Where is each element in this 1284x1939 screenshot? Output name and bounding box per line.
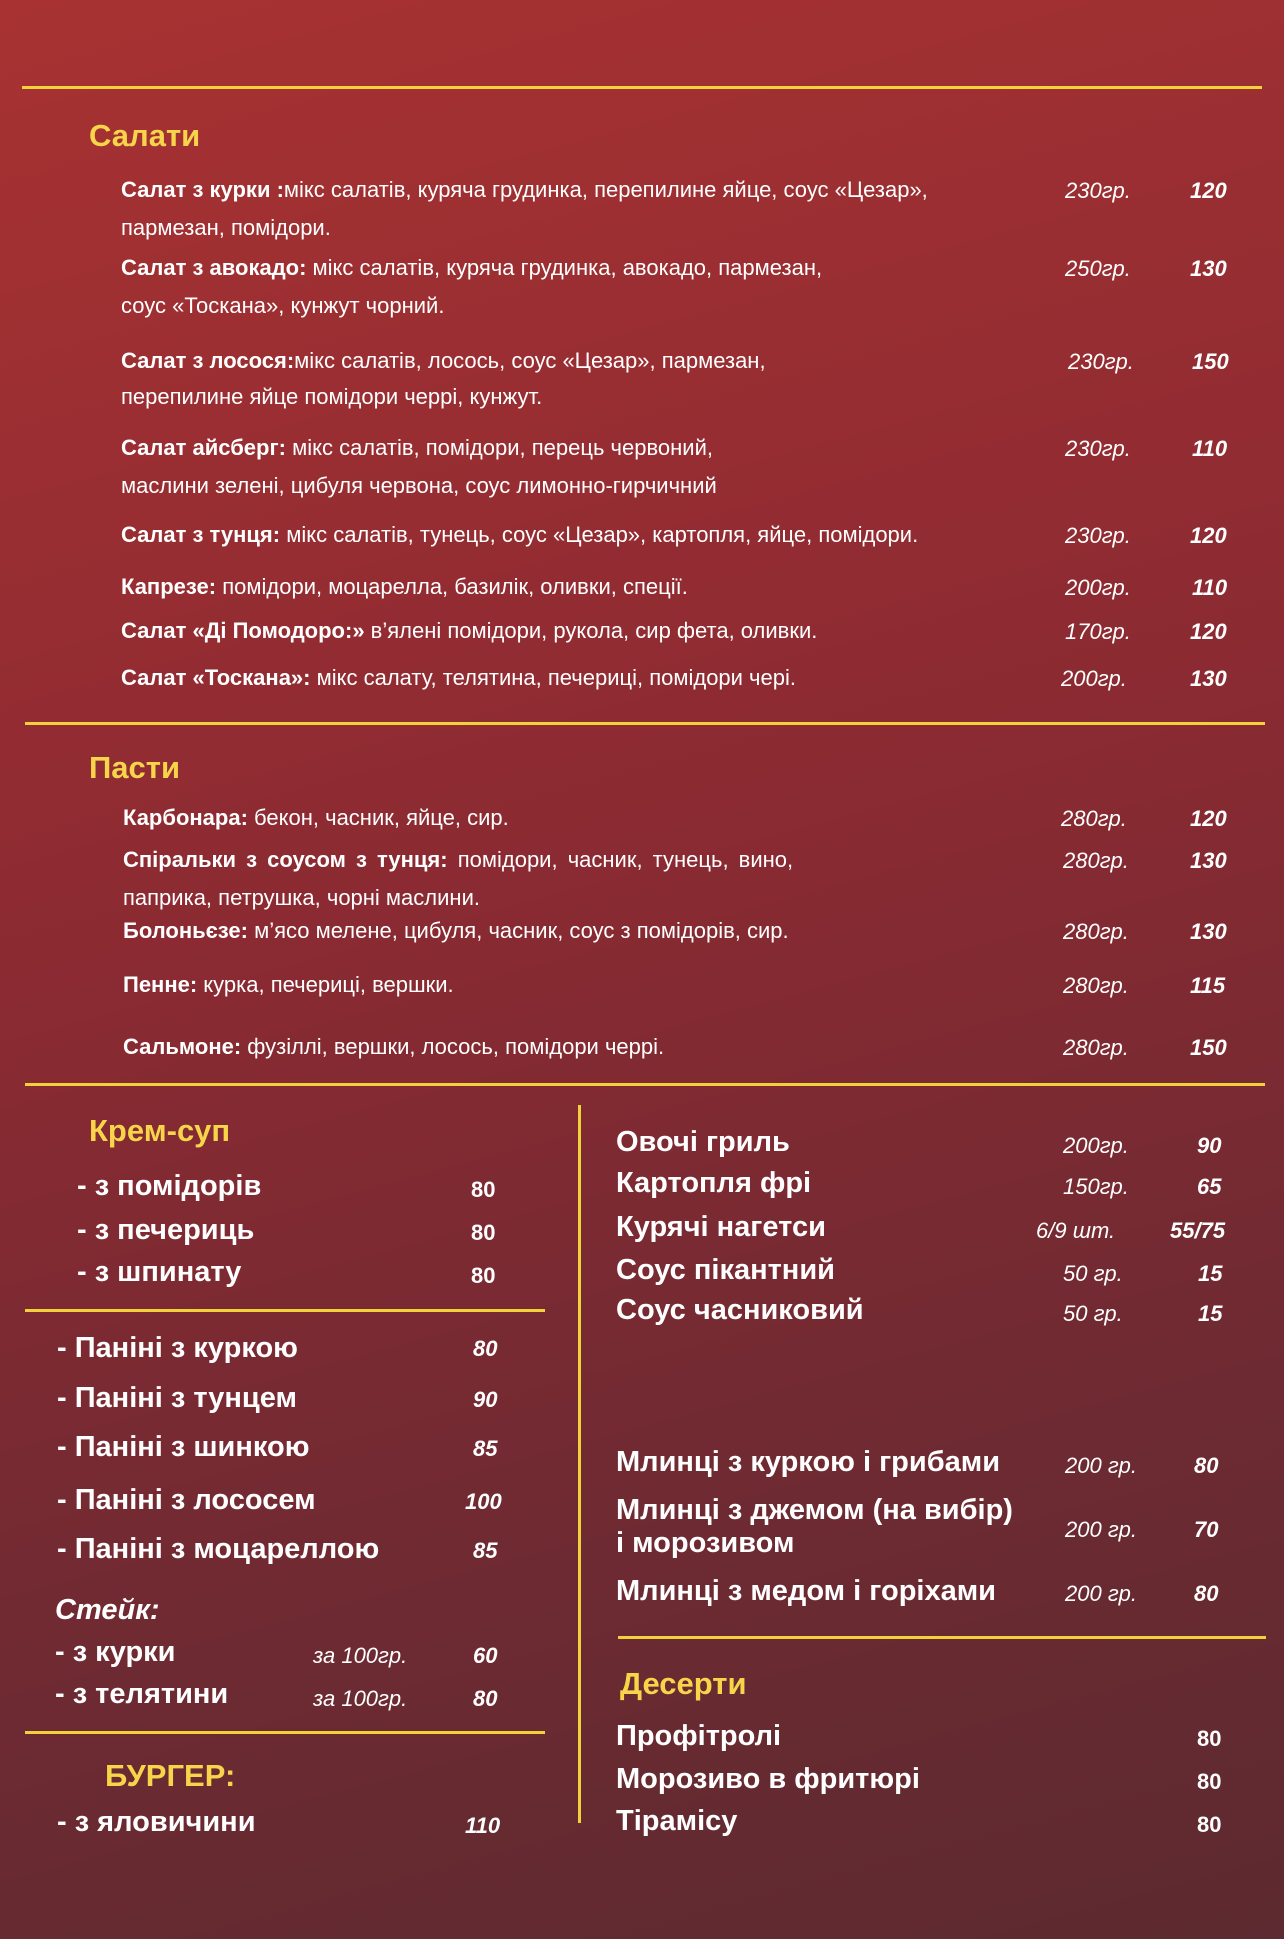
dessert-item-name: Морозиво в фритюрі bbox=[616, 1763, 920, 1795]
item-weight: 200гр. bbox=[1061, 666, 1127, 691]
item-desc-cont: маслини зелені, цибуля червона, соус лимонно-гирчичний bbox=[121, 473, 717, 498]
item-price: 120 bbox=[1190, 178, 1227, 203]
item-price: 130 bbox=[1190, 919, 1227, 944]
side-item-price: 65 bbox=[1197, 1174, 1222, 1199]
item-desc-cont: соус «Тоскана», кунжут чорний. bbox=[121, 293, 445, 318]
soup-item-name: - з помідорів bbox=[77, 1170, 262, 1202]
item-price: 130 bbox=[1190, 256, 1227, 281]
item-name: Капрезе: bbox=[121, 574, 217, 599]
panini-item-price: 90 bbox=[473, 1387, 498, 1412]
item-name: Болоньєзе: bbox=[123, 918, 248, 943]
side-item-name: Овочі гриль bbox=[616, 1126, 790, 1158]
item-name: Салат з тунця: bbox=[121, 522, 281, 547]
side-item-weight: 50 гр. bbox=[1063, 1301, 1123, 1326]
pancake-item-price: 80 bbox=[1194, 1581, 1219, 1606]
steak-item-price: 60 bbox=[473, 1643, 498, 1668]
item-weight: 280гр. bbox=[1061, 806, 1127, 831]
pancake-item-weight: 200 гр. bbox=[1065, 1517, 1138, 1542]
item-name: Салат айсберг: bbox=[121, 435, 286, 460]
divider-soup-panini bbox=[25, 1309, 545, 1312]
item-name: Салат «Тоскана»: bbox=[121, 665, 311, 690]
dessert-item-name: Профітролі bbox=[616, 1720, 782, 1752]
dessert-item-price: 80 bbox=[1197, 1812, 1222, 1837]
dessert-item-price: 80 bbox=[1197, 1726, 1222, 1751]
side-item-price: 15 bbox=[1198, 1301, 1223, 1326]
item-name: Сальмоне: bbox=[123, 1034, 242, 1059]
item-weight: 230гр. bbox=[1065, 436, 1131, 461]
pancake-item-name: Млинці з джемом (на вибір) bbox=[616, 1494, 1013, 1526]
item-desc-cont: перепилине яйце помідори черрі, кунжут. bbox=[121, 384, 543, 409]
panini-item-price: 85 bbox=[473, 1538, 498, 1563]
burger-title: БУРГЕР: bbox=[105, 1758, 236, 1793]
item-desc: мікс салатів, лосось, соус «Цезар», пармезан, bbox=[294, 348, 766, 373]
soup-item-price: 80 bbox=[471, 1220, 496, 1245]
divider-pastas-bottom bbox=[25, 1083, 1265, 1086]
item-desc: фузіллі, вершки, лосось, помідори черрі. bbox=[241, 1034, 665, 1059]
divider-steak-burger bbox=[25, 1731, 545, 1734]
item-desc: м’ясо мелене, цибуля, часник, соус з помідорів, сир. bbox=[248, 918, 789, 943]
cream-soup-title: Крем-суп bbox=[89, 1113, 231, 1148]
side-item-weight: 6/9 шт. bbox=[1036, 1218, 1116, 1243]
item-weight: 200гр. bbox=[1065, 575, 1131, 600]
item-price: 110 bbox=[1192, 436, 1228, 461]
item-price: 150 bbox=[1192, 349, 1229, 374]
desserts-title: Десерти bbox=[620, 1666, 747, 1701]
item-weight: 280гр. bbox=[1063, 848, 1129, 873]
pancake-item-name: Млинці з куркою і грибами bbox=[616, 1446, 1001, 1478]
panini-item-name: - Паніні з шинкою bbox=[57, 1431, 310, 1463]
steak-title: Стейк: bbox=[55, 1594, 160, 1626]
item-desc: в’ялені помідори, рукола, сир фета, оливки. bbox=[364, 618, 818, 643]
panini-item-price: 100 bbox=[465, 1489, 502, 1514]
item-desc: мікс салату, телятина, печериці, помідори чері. bbox=[310, 665, 796, 690]
side-item-weight: 150гр. bbox=[1063, 1174, 1129, 1199]
item-price: 120 bbox=[1190, 806, 1227, 831]
panini-item-name: - Паніні з моцареллою bbox=[57, 1533, 380, 1565]
steak-item-weight: за 100гр. bbox=[313, 1643, 408, 1668]
divider-vertical bbox=[578, 1105, 581, 1823]
soup-item-price: 80 bbox=[471, 1263, 496, 1288]
dessert-item-price: 80 bbox=[1197, 1769, 1222, 1794]
item-desc: мікс салатів, помідори, перець червоний, bbox=[285, 435, 713, 460]
item-weight: 280гр. bbox=[1063, 919, 1129, 944]
soup-item-name: - з шпинату bbox=[77, 1256, 242, 1288]
side-item-weight: 50 гр. bbox=[1063, 1261, 1123, 1286]
burger-item-price: 110 bbox=[465, 1813, 501, 1838]
item-weight: 250гр. bbox=[1065, 256, 1131, 281]
side-item-name: Картопля фрі bbox=[616, 1167, 812, 1199]
item-desc: помідори, моцарелла, базилік, оливки, спеції. bbox=[216, 574, 688, 599]
burger-item-name: - з яловичини bbox=[57, 1806, 256, 1838]
item-price: 115 bbox=[1190, 973, 1226, 998]
item-price: 150 bbox=[1190, 1035, 1227, 1060]
side-item-price: 90 bbox=[1197, 1133, 1222, 1158]
dessert-item-name: Тірамісу bbox=[616, 1805, 738, 1837]
item-desc-cont: пармезан, помідори. bbox=[121, 215, 331, 240]
pancake-item-name: Млинці з медом і горіхами bbox=[616, 1575, 997, 1607]
soup-item-name: - з печериць bbox=[77, 1214, 255, 1246]
salads-title: Салати bbox=[89, 118, 201, 153]
divider-pancakes-desserts bbox=[618, 1636, 1266, 1639]
item-desc: помідори, часник, тунець, вино, bbox=[447, 847, 794, 872]
side-item-price: 55/75 bbox=[1170, 1218, 1226, 1243]
item-weight: 280гр. bbox=[1063, 1035, 1129, 1060]
item-name: Салат з лосося: bbox=[121, 348, 295, 373]
side-item-price: 15 bbox=[1198, 1261, 1223, 1286]
divider-top bbox=[22, 86, 1262, 89]
pancake-item-weight: 200 гр. bbox=[1065, 1453, 1138, 1478]
item-price: 120 bbox=[1190, 619, 1227, 644]
item-weight: 230гр. bbox=[1065, 178, 1131, 203]
item-desc: мікс салатів, тунець, соус «Цезар», картопля, яйце, помідори. bbox=[280, 522, 919, 547]
item-name: Пенне: bbox=[123, 972, 198, 997]
panini-item-name: - Паніні з лососем bbox=[57, 1484, 316, 1516]
item-desc-cont: паприка, петрушка, чорні маслини. bbox=[123, 885, 480, 910]
item-name: Спіральки з соусом з тунця: bbox=[123, 847, 448, 872]
steak-item-name: - з телятини bbox=[55, 1678, 229, 1710]
steak-item-name: - з курки bbox=[55, 1636, 176, 1668]
item-desc: мікс салатів, куряча грудинка, перепилине яйце, соус «Цезар», bbox=[283, 177, 928, 202]
item-price: 110 bbox=[1192, 575, 1228, 600]
item-price: 130 bbox=[1190, 848, 1227, 873]
item-price: 120 bbox=[1190, 523, 1227, 548]
side-item-weight: 200гр. bbox=[1063, 1133, 1129, 1158]
item-price: 130 bbox=[1190, 666, 1227, 691]
item-desc: курка, печериці, вершки. bbox=[197, 972, 454, 997]
item-weight: 230гр. bbox=[1068, 349, 1134, 374]
panini-item-name: - Паніні з куркою bbox=[57, 1332, 298, 1364]
panini-item-price: 85 bbox=[473, 1436, 498, 1461]
item-weight: 170гр. bbox=[1065, 619, 1131, 644]
item-weight: 280гр. bbox=[1063, 973, 1129, 998]
item-name: Салат «Ді Помодоро:» bbox=[121, 618, 365, 643]
divider-salads-pastas bbox=[25, 722, 1265, 725]
pastas-title: Пасти bbox=[89, 750, 181, 785]
pancake-item-weight: 200 гр. bbox=[1065, 1581, 1138, 1606]
item-desc: бекон, часник, яйце, сир. bbox=[247, 805, 509, 830]
steak-item-weight: за 100гр. bbox=[313, 1686, 408, 1711]
item-name: Салат з авокадо: bbox=[121, 255, 307, 280]
item-desc: мікс салатів, куряча грудинка, авокадо, пармезан, bbox=[306, 255, 823, 280]
steak-item-price: 80 bbox=[473, 1686, 498, 1711]
item-weight: 230гр. bbox=[1065, 523, 1131, 548]
pancake-item-name-cont: і морозивом bbox=[616, 1527, 795, 1559]
item-name: Салат з курки : bbox=[121, 177, 284, 202]
panini-item-name: - Паніні з тунцем bbox=[57, 1382, 297, 1414]
side-item-name: Курячі нагетси bbox=[616, 1211, 826, 1243]
side-item-name: Соус пікантний bbox=[616, 1254, 835, 1286]
side-item-name: Соус часниковий bbox=[616, 1294, 864, 1326]
pancake-item-price: 80 bbox=[1194, 1453, 1219, 1478]
item-name: Карбонара: bbox=[123, 805, 248, 830]
panini-item-price: 80 bbox=[473, 1336, 498, 1361]
soup-item-price: 80 bbox=[471, 1177, 496, 1202]
pancake-item-price: 70 bbox=[1194, 1517, 1219, 1542]
